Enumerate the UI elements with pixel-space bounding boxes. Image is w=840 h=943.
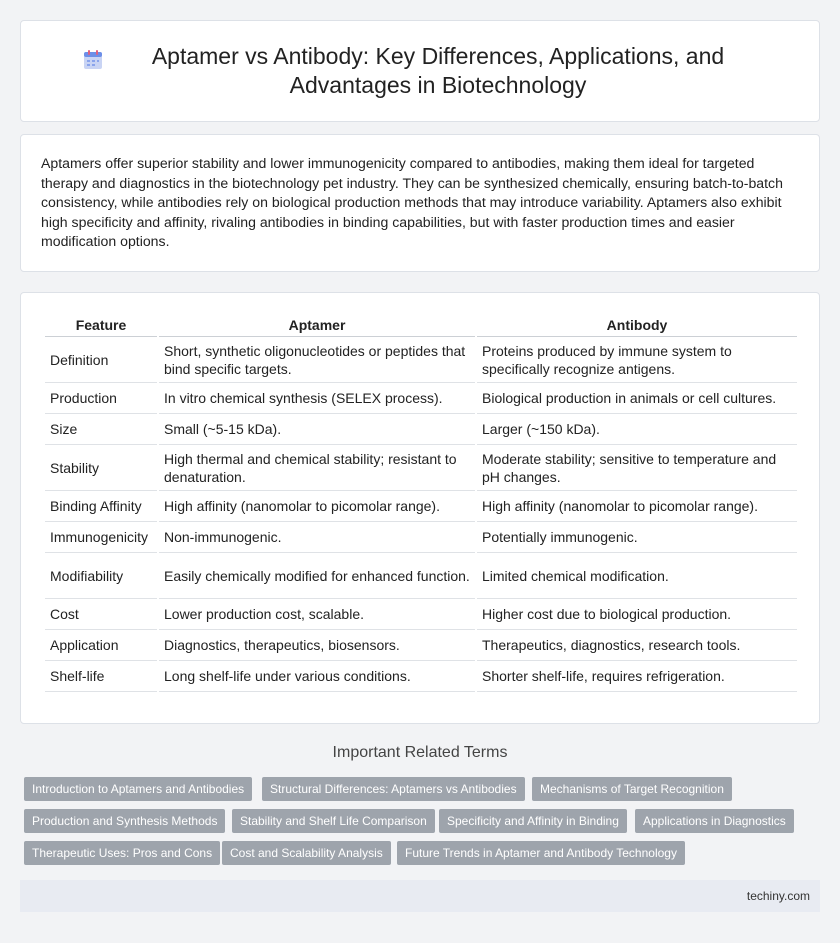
comparison-card (20, 292, 820, 724)
summary-text: Aptamers offer superior stability and lower immunogenicity compared to antibodies, making them ideal for targeted therapy and diagnostics in the biotechnology pet industry. They can be synthesized chemically, ensuring batch-to-batch consistency, while antibodies rely on biological production methods that may introduce variability. Aptamers also exhibit high specificity and affinity, rivaling antibodies in binding capabilities, but with faster production times and easier modification options. (41, 155, 783, 249)
footer (20, 880, 820, 912)
table-row (45, 663, 797, 692)
table-row (45, 555, 797, 599)
related-term-tag[interactable]: Stability and Shelf Life Comparison (232, 809, 435, 833)
table-row (45, 601, 797, 630)
cell-antibody: High affinity (nanomolar to picomolar range). (477, 493, 797, 522)
table-header-row (45, 315, 797, 337)
related-term-tag[interactable]: Therapeutic Uses: Pros and Cons (24, 841, 220, 865)
cell-aptamer: In vitro chemical synthesis (SELEX process). (159, 385, 475, 414)
cell-aptamer: High thermal and chemical stability; resistant to denaturation. (159, 447, 475, 491)
related-term-tag[interactable]: Future Trends in Aptamer and Antibody Technology (397, 841, 685, 865)
cell-aptamer: High affinity (nanomolar to picomolar range). (159, 493, 475, 522)
cell-feature: Application (45, 632, 157, 661)
comparison-table (43, 313, 799, 694)
cell-feature: Shelf-life (45, 663, 157, 692)
cell-feature: Modifiability (45, 555, 157, 599)
summary-card (20, 134, 820, 272)
cell-antibody: Therapeutics, diagnostics, research tools. (477, 632, 797, 661)
cell-aptamer: Long shelf-life under various conditions. (159, 663, 475, 692)
related-term-tag[interactable]: Applications in Diagnostics (635, 809, 794, 833)
cell-feature: Cost (45, 601, 157, 630)
cell-aptamer: Lower production cost, scalable. (159, 601, 475, 630)
cell-antibody: Larger (~150 kDa). (477, 416, 797, 445)
cell-feature: Binding Affinity (45, 493, 157, 522)
related-term-tag[interactable]: Introduction to Aptamers and Antibodies (24, 777, 252, 801)
table-row (45, 416, 797, 445)
related-terms-title: Important Related Terms (332, 744, 508, 761)
related-term-tag[interactable]: Production and Synthesis Methods (24, 809, 225, 833)
title-card (20, 20, 820, 122)
related-term-tag[interactable]: Specificity and Affinity in Binding (439, 809, 627, 833)
cell-antibody: Potentially immunogenic. (477, 524, 797, 553)
related-term-tag[interactable]: Structural Differences: Aptamers vs Antibodies (262, 777, 525, 801)
related-term-tag[interactable]: Cost and Scalability Analysis (222, 841, 391, 865)
header-feature: Feature (45, 315, 157, 337)
table-row (45, 493, 797, 522)
cell-feature: Immunogenicity (45, 524, 157, 553)
cell-aptamer: Diagnostics, therapeutics, biosensors. (159, 632, 475, 661)
cell-aptamer: Short, synthetic oligonucleotides or peptides that bind specific targets. (159, 339, 475, 383)
table-row (45, 339, 797, 383)
header-antibody: Antibody (477, 315, 797, 337)
cell-feature: Definition (45, 339, 157, 383)
header-aptamer: Aptamer (159, 315, 475, 337)
cell-feature: Size (45, 416, 157, 445)
cell-aptamer: Small (~5-15 kDa). (159, 416, 475, 445)
cell-antibody: Moderate stability; sensitive to temperature and pH changes. (477, 447, 797, 491)
related-term-tag[interactable]: Mechanisms of Target Recognition (532, 777, 732, 801)
cell-antibody: Proteins produced by immune system to specifically recognize antigens. (477, 339, 797, 383)
cell-feature: Production (45, 385, 157, 414)
cell-antibody: Higher cost due to biological production. (477, 601, 797, 630)
site-link[interactable]: techiny.com (746, 889, 810, 903)
table-row (45, 447, 797, 491)
cell-antibody: Shorter shelf-life, requires refrigeration. (477, 663, 797, 692)
table-row (45, 385, 797, 414)
cell-feature: Stability (45, 447, 157, 491)
table-row (45, 632, 797, 661)
table-row (45, 524, 797, 553)
cell-antibody: Limited chemical modification. (477, 555, 797, 599)
cell-aptamer: Easily chemically modified for enhanced function. (159, 555, 475, 599)
cell-antibody: Biological production in animals or cell cultures. (477, 385, 797, 414)
page-title: Aptamer vs Antibody: Key Differences, Applications, and Advantages in Biotechnology (151, 43, 725, 98)
cell-aptamer: Non-immunogenic. (159, 524, 475, 553)
calendar-icon (82, 49, 104, 71)
